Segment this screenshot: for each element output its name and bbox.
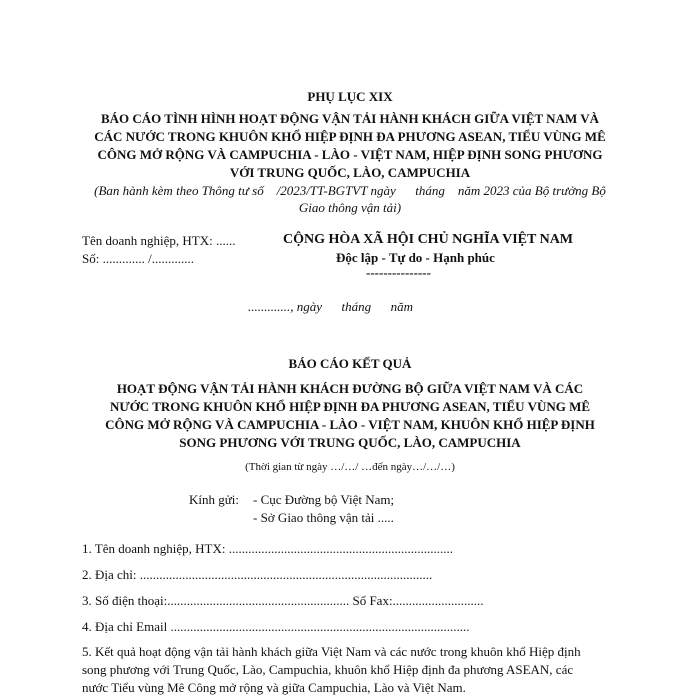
report-subtitle-line-1: HOẠT ĐỘNG VẬN TẢI HÀNH KHÁCH ĐƯỜNG BỘ GIỮA VIỆT NAM VÀ CÁC — [116, 381, 584, 396]
recipient-item: - Cục Đường bộ Việt Nam; — [253, 492, 395, 507]
issued-note-line-1: (Ban hành kèm theo Thông tư số /2023/TT-BGTVT ngày tháng năm 2023 của Bộ trưởng Bộ — [94, 183, 606, 198]
sender-company: Tên doanh nghiệp, HTX: ...... — [82, 233, 236, 248]
report-subtitle-line-2: NƯỚC TRONG KHUÔN KHỔ HIỆP ĐỊNH ĐA PHƯƠNG ASEAN, TIỂU VÙNG MÊ — [109, 399, 591, 414]
item5-line-2: song phương với Trung Quốc, Lào, Campuchia, khuôn khổ Hiệp định đa phương ASEAN, các — [82, 662, 574, 677]
report-subtitle-line-3: CÔNG MỞ RỘNG VÀ CAMPUCHIA - LÀO - VIỆT NAM, KHUÔN KHỔ HIỆP ĐỊNH — [105, 417, 595, 432]
motto-rule: --------------- — [366, 265, 431, 280]
appendix-heading-line-4: VỚI TRUNG QUỐC, LÀO, CAMPUCHIA — [229, 165, 471, 180]
sender-number: Số: ............. /............. — [82, 251, 194, 266]
report-period: (Thời gian từ ngày …/…/ …đến ngày…/…/…) — [245, 461, 455, 473]
item5-line-3: nước Tiểu vùng Mê Công mở rộng và giữa Campuchia, Lào và Việt Nam. — [82, 680, 466, 695]
country-name: CỘNG HÒA XÃ HỘI CHỦ NGHĨA VIỆT NAM — [283, 232, 574, 247]
national-motto: Độc lập - Tự do - Hạnh phúc — [336, 250, 495, 265]
item5-line-1: 5. Kết quả hoạt động vận tải hành khách giữa Việt Nam và các nước trong khuôn khổ Hiệp định — [82, 644, 581, 659]
appendix-heading-line-1: BÁO CÁO TÌNH HÌNH HOẠT ĐỘNG VẬN TẢI HÀNH KHÁCH GIỮA VIỆT NAM VÀ — [100, 111, 600, 126]
appendix-heading-line-3: CÔNG MỞ RỘNG VÀ CAMPUCHIA - LÀO - VIỆT NAM, HIỆP ĐỊNH SONG PHƯƠNG — [97, 147, 603, 162]
report-subtitle-line-4: SONG PHƯƠNG VỚI TRUNG QUỐC, LÀO, CAMPUCHIA — [179, 435, 521, 450]
recipients-label: Kính gửi: — [189, 492, 240, 507]
issued-note-line-2: Giao thông vận tải) — [298, 200, 402, 215]
recipient-item: - Sở Giao thông vận tải ..... — [253, 510, 394, 525]
field-email: 4. Địa chỉ Email ............................................................................................ — [82, 619, 470, 634]
date-line: ............., ngày tháng năm — [248, 299, 414, 314]
appendix-heading-line-2: CÁC NƯỚC TRONG KHUÔN KHỔ HIỆP ĐỊNH ĐA PHƯƠNG ASEAN, TIỂU VÙNG MÊ — [94, 129, 606, 144]
appendix-title: PHỤ LỤC XIX — [307, 89, 393, 104]
field-company: 1. Tên doanh nghiệp, HTX: ..................................................................... — [82, 541, 453, 556]
field-address: 2. Địa chỉ: .......................................................................................... — [82, 567, 433, 582]
field-phone-fax: 3. Số điện thoại:........................................................ Số Fax:............................ — [82, 593, 484, 608]
report-title: BÁO CÁO KẾT QUẢ — [288, 356, 412, 371]
